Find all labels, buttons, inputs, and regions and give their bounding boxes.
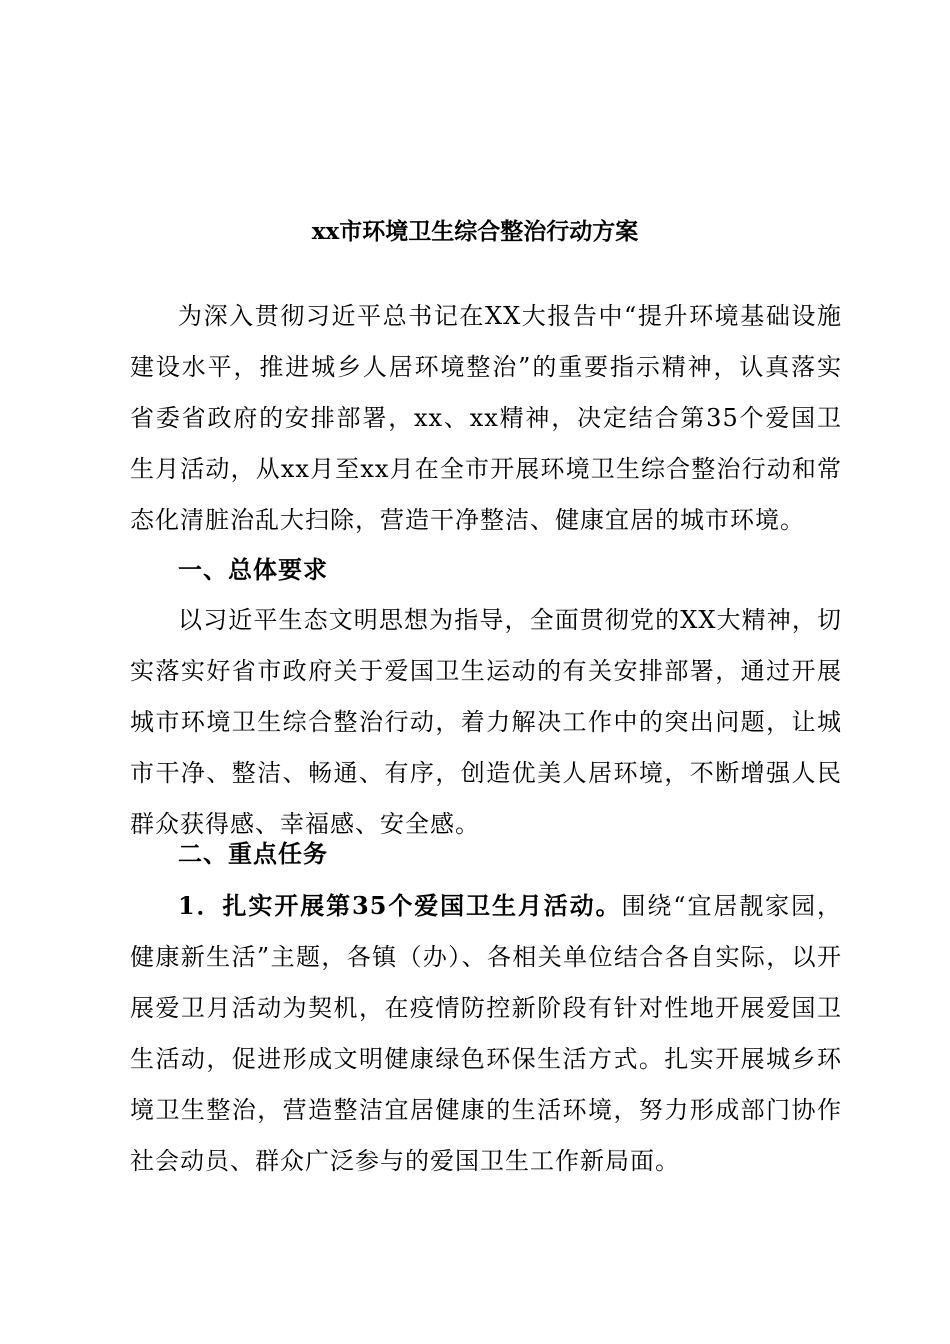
section-heading-key-tasks: 二、重点任务 xyxy=(178,839,328,868)
section-heading-general-requirements: 一、总体要求 xyxy=(178,555,328,584)
document-title: xx市环境卫生综合整治行动方案 xyxy=(311,218,639,245)
general-requirements-paragraph: 以习近平生态文明思想为指导，全面贯彻党的XX大精神，切实落实好省市政府关于爱国卫生运动的有关安排部署，通过开展城市环境卫生综合整治行动，着力解决工作中的突出问题，让城市干净、整洁、畅通、有序，创造优美人居环境，不断增强人民群众获得感、幸福感、安全感。 xyxy=(130,606,842,838)
key-task-item-1-title: 1．扎实开展第35个爱国卫生月活动。 xyxy=(178,891,622,920)
key-task-item-1-body: 围绕“宜居靓家园，健康新生活”主题，各镇（办）、各相关单位结合各自实际，以开展爱卫月活动为契机，在疫情防控新阶段有针对性地开展爱国卫生活动，促进形成文明健康绿色环保生活方式。扎实开展城乡环境卫生整治，营造整洁宜居健康的生活环境，努力形成部门协作社会动员、群众广泛参与的爱国卫生工作新局面。 xyxy=(130,892,842,1175)
key-task-item-1 xyxy=(130,880,842,1187)
intro-paragraph: 为深入贯彻习近平总书记在XX大报告中“提升环境基础设施建设水平，推进城乡人居环境整治”的重要指示精神，认真落实省委省政府的安排部署，xx、xx精神，决定结合第35个爱国卫生月活动，从xx月至xx月在全市开展环境卫生综合整治行动和常态化清脏治乱大扫除，营造干净整洁、健康宜居的城市环境。 xyxy=(130,302,842,534)
